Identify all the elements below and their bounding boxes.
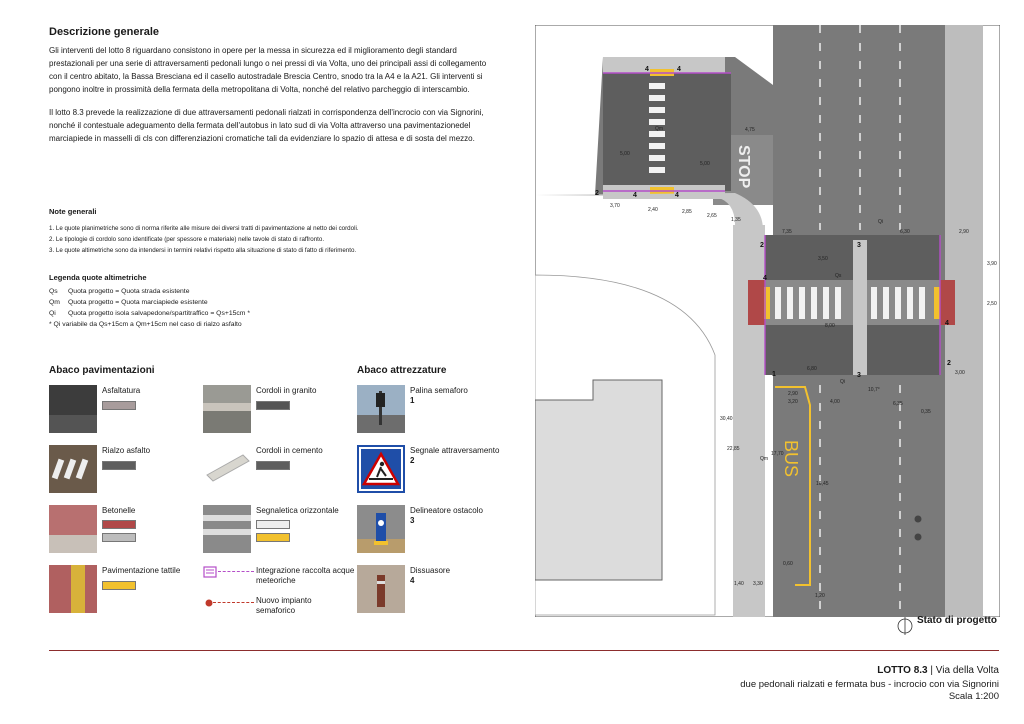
equipment-number: 2	[595, 190, 599, 197]
pav-label: Integrazione raccolta acque meteoriche	[256, 566, 355, 585]
equipment-number: 4	[945, 320, 949, 327]
lotto-number: LOTTO 8.3	[877, 665, 928, 676]
dim-label: 8,00	[825, 323, 835, 329]
site-plan	[535, 25, 1000, 617]
equipment-number: 2	[760, 242, 764, 249]
raised-asphalt-swatch	[102, 461, 136, 470]
dim-label: 30,40	[720, 416, 733, 422]
att-label: Delineatore ostacolo	[410, 506, 483, 515]
manhole-icon	[915, 516, 922, 523]
att-label: Dissuasore	[410, 566, 451, 575]
legend-key: Qm	[49, 299, 60, 306]
stato-di-progetto-label: Stato di progetto	[917, 615, 997, 626]
att-number: 2	[410, 456, 415, 465]
description	[49, 44, 501, 155]
pav-label: Pavimentazione tattile	[102, 566, 181, 575]
note-item: 2. Le tipologie di cordolo sono identificate (per spessore e materiale) nelle tavole di stato di raffronto.	[49, 236, 325, 243]
red-paving	[940, 280, 955, 325]
dim-label: 5,00	[700, 161, 710, 167]
dim-label: 2,90	[959, 229, 969, 235]
dim-label: 3,90	[987, 261, 997, 267]
legend-row	[49, 308, 250, 319]
traffic-light-line	[213, 602, 254, 603]
equipment-number: 3	[857, 372, 861, 379]
grey-pavers-swatch	[102, 533, 136, 542]
dim-label: 0,60	[783, 561, 793, 567]
legend-key: Qs	[49, 288, 58, 295]
legend-row	[49, 286, 250, 297]
page-title: Descrizione generale	[49, 26, 160, 38]
legend-text: Quota progetto = Quota marciapiede esistente	[68, 299, 208, 306]
granite-curb-swatch	[256, 401, 290, 410]
building	[535, 380, 662, 580]
red-paving	[748, 280, 765, 325]
traffic-pole-thumbnail	[357, 385, 405, 433]
pav-label: Cordoli in cemento	[256, 446, 323, 455]
yellow-marking-swatch	[256, 533, 290, 542]
bollard-thumbnail	[357, 565, 405, 613]
median-island	[853, 240, 867, 375]
manhole-icon	[915, 534, 922, 541]
dim-label: 2,50	[987, 301, 997, 307]
att-number: 4	[410, 576, 415, 585]
dim-label: 3,50	[818, 256, 828, 262]
dim-label: 4,75	[745, 127, 755, 133]
dim-label: 1,35	[731, 217, 741, 223]
legend-text: Quota progetto = Quota strada esistente	[68, 288, 190, 295]
north-arrow-icon	[896, 615, 914, 637]
dim-label: 1,40	[734, 581, 744, 587]
pav-label: Rialzo asfalto	[102, 446, 151, 455]
dim-label: 3,30	[753, 581, 763, 587]
dim-label: 6,80	[807, 366, 817, 372]
bus-marking: BUS	[781, 440, 801, 478]
top-raised-crossing	[603, 73, 731, 191]
traffic-light-icon	[203, 597, 215, 609]
dim-label: 3,70	[610, 203, 620, 209]
pavers-thumbnail	[49, 505, 97, 553]
dim-label: 22,85	[727, 446, 740, 452]
raised-asphalt-thumbnail	[49, 445, 97, 493]
drain-line	[218, 571, 254, 572]
equipment-number: 4	[675, 192, 679, 199]
footer-divider	[49, 650, 999, 651]
equipment-number: 4	[633, 192, 637, 199]
description-paragraph: Il lotto 8.3 prevede la realizzazione di due attraversamenti pedonali rialzati in corrispondenza dell'incrocio con via Signorini, nonché il contestuale adeguamento della fermata dell'autobus in lato sud di via Volta attraverso una pavimentazionedel marciapiede in masselli di cls con differenziazioni cromatiche tali da evidenziare lo spazio di attesa e di sosta del mezzo.	[49, 108, 484, 143]
concrete-curb-swatch	[256, 461, 290, 470]
pav-label: Nuovo impianto semaforico	[256, 596, 312, 615]
dim-label: 16,45	[816, 481, 829, 487]
note-item: 3. Le quote altimetriche sono da intendersi in termini relativi rispetto alla situazione di stato di fatto di riferimento.	[49, 247, 357, 254]
dim-label: 5,00	[620, 151, 630, 157]
pav-label: Cordoli in granito	[256, 386, 317, 395]
title-separator: |	[930, 665, 934, 676]
abaco-attrezzature-title: Abaco attrezzature	[357, 365, 447, 376]
asphalt-swatch	[102, 401, 136, 410]
white-marking-swatch	[256, 520, 290, 529]
dim-label: 2,65	[707, 213, 717, 219]
tactile-swatch	[102, 581, 136, 590]
att-number: 3	[410, 516, 415, 525]
pedestrian-crossing-sign-icon	[357, 445, 405, 493]
dim-label: 3,00	[955, 370, 965, 376]
equipment-number: 3	[857, 242, 861, 249]
att-label: Palina semaforo	[410, 386, 468, 395]
quota-label: Qi	[878, 219, 883, 225]
dim-label: 2,85	[682, 209, 692, 215]
dim-label: 2,90	[788, 391, 798, 397]
pav-label: Betonelle	[102, 506, 136, 515]
dim-label: 10,7°	[868, 387, 880, 393]
street-name: Via della Volta	[935, 665, 999, 676]
pav-label: Asfaltatura	[102, 386, 141, 395]
asphalt-thumbnail	[49, 385, 97, 433]
att-label: Segnale attraversamento	[410, 446, 500, 455]
obstacle-delineator-thumbnail	[357, 505, 405, 553]
legend-text: Quota progetto isola salvapedone/spartitraffico = Qs+15cm *	[68, 310, 250, 317]
red-pavers-swatch	[102, 520, 136, 529]
equipment-number: 4	[677, 66, 681, 73]
footer-scale: Scala 1:200	[948, 691, 999, 702]
concrete-curb-thumbnail	[203, 445, 251, 493]
dim-label: 1,20	[815, 593, 825, 599]
pav-label: Segnaletica orizzontale	[256, 506, 339, 515]
legend-key: Qi	[49, 310, 56, 317]
legend-row	[49, 297, 250, 308]
equipment-number: 2	[947, 360, 951, 367]
dim-label: 7,35	[782, 229, 792, 235]
quota-label: Qs	[835, 273, 842, 279]
tactile-strip	[934, 287, 940, 319]
quota-label: Qm	[655, 126, 664, 132]
dim-label: 6,35	[893, 401, 903, 407]
footer-subtitle: due pedonali rialzati e fermata bus - incrocio con via Signorini	[740, 679, 999, 690]
equipment-number: 1	[772, 371, 776, 378]
legend-footnote: * Qi variabile da Qs+15cm a Qm+15cm nel caso di rialzo asfalto	[49, 321, 242, 328]
legend-list	[49, 286, 250, 330]
notes-title: Note generali	[49, 207, 97, 216]
dim-label: 17,70	[771, 451, 784, 457]
dim-label: 2,40	[648, 207, 658, 213]
tactile-paving-thumbnail	[49, 565, 97, 613]
equipment-number: 4	[645, 66, 649, 73]
dim-label: 6,30	[900, 229, 910, 235]
description-paragraph: Gli interventi del lotto 8 riguardano consistono in opere per la messa in sicurezza ed il miglioramento degli standard prestazionali per una serie di attraversamenti pedonali lungo o nei pressi di via Volta, uno dei principali assi di collegamento con il centro abitato, la Bassa Bresciana ed il casello autostradale Brescia Centro, snodo tra la A4 e la A21. Gli interventi si pongono inoltre in prossimità della fermata della metropolitana di Volta, nonché del relativo parcheggio di interscambio.	[49, 46, 487, 94]
notes-list	[49, 223, 501, 256]
dim-label: 3,20	[788, 399, 798, 405]
att-number: 1	[410, 396, 415, 405]
footer-title	[877, 665, 999, 676]
stop-marking: STOP	[735, 145, 752, 189]
note-item: 1. Le quote planimetriche sono di norma riferite alle misure dei diversi tratti di pavimentazione al netto dei cordoli.	[49, 225, 359, 232]
quota-label: Qm	[760, 456, 769, 462]
granite-curb-thumbnail	[203, 385, 251, 433]
quota-label: Qi	[840, 379, 845, 385]
drain-icon	[203, 566, 217, 578]
legend-title: Legenda quote altimetriche	[49, 273, 147, 282]
dim-label: 0,35	[921, 409, 931, 415]
road-marking-thumbnail	[203, 505, 251, 553]
equipment-number: 4	[763, 275, 767, 282]
dim-label: 4,00	[830, 399, 840, 405]
abaco-pavimentazioni-title: Abaco pavimentazioni	[49, 365, 155, 376]
